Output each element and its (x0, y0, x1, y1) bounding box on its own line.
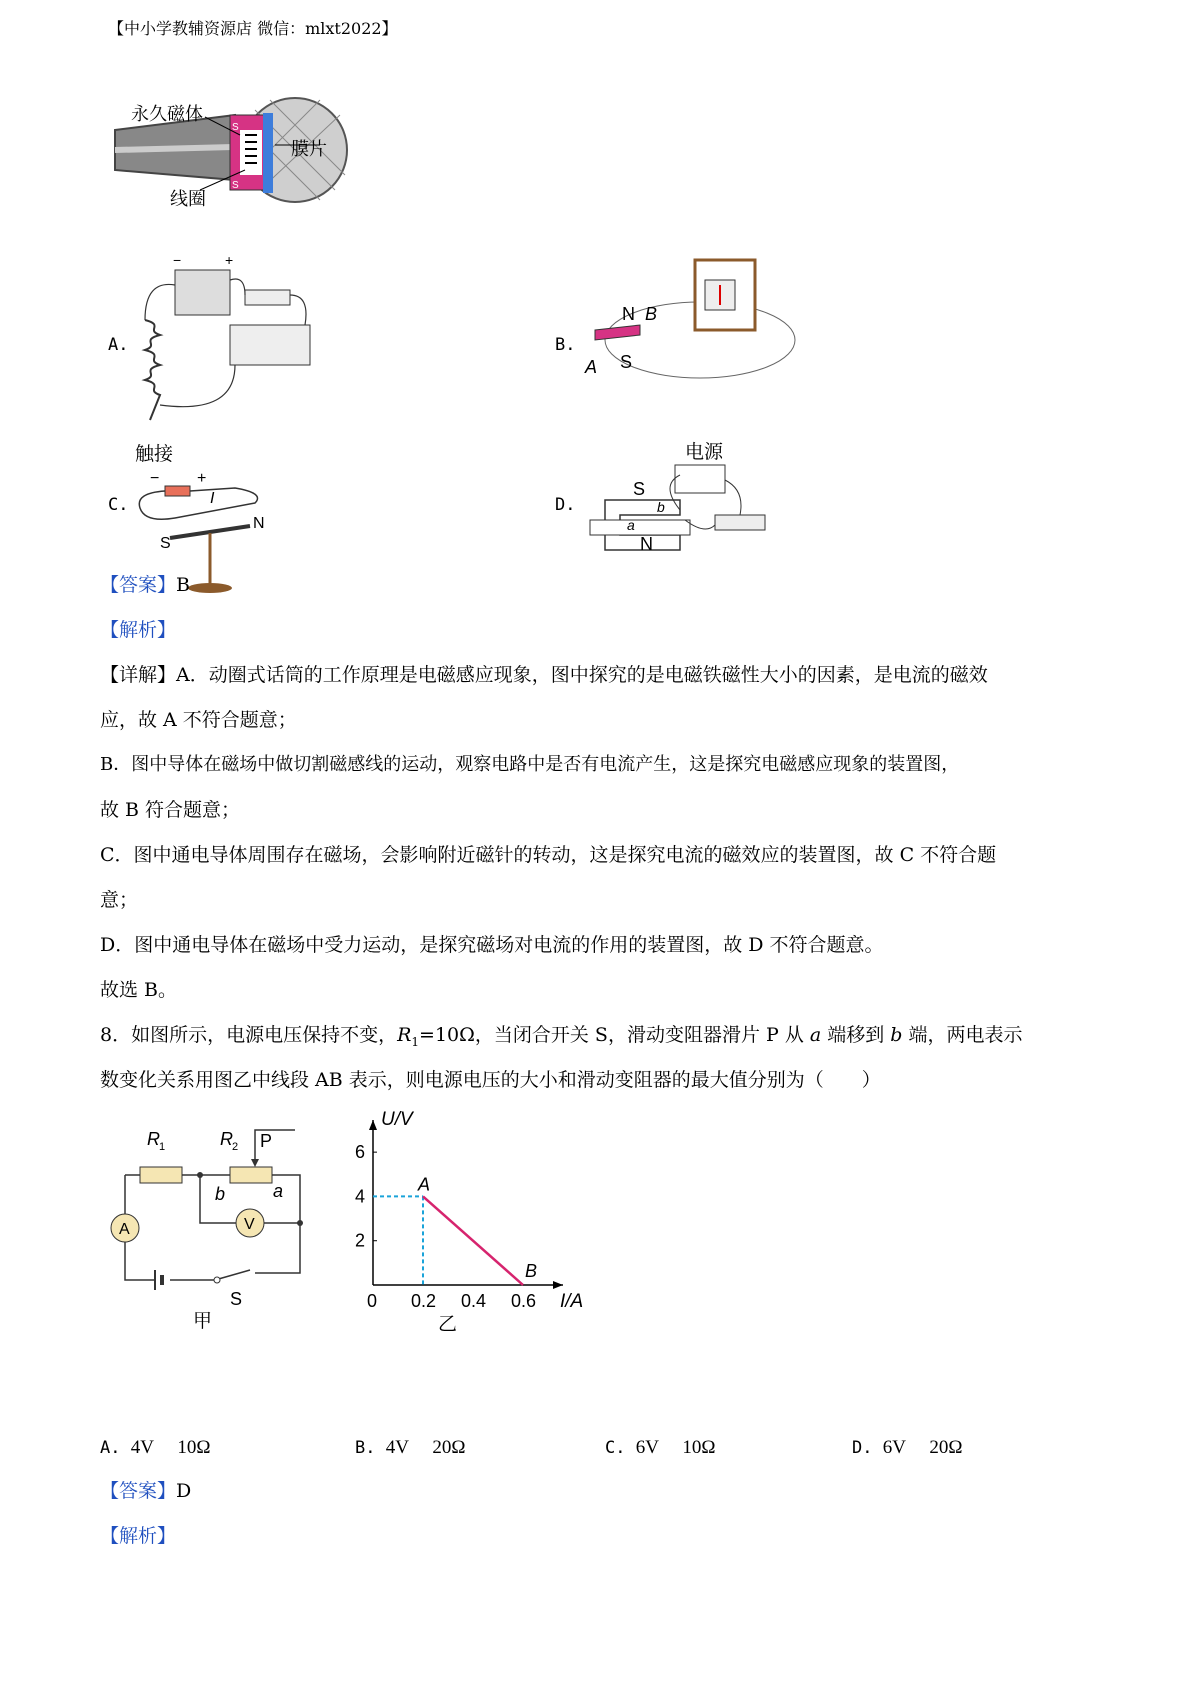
svg-text:电源: 电源 (685, 442, 724, 463)
q7-detail-line5: C．图中通电导体周围存在磁场，会影响附近磁针的转动，这是探究电流的磁效应的装置图，故 C 不符合题 (100, 844, 997, 866)
q7-detail-line2: 应，故 A 不符合题意； (100, 709, 297, 731)
x-tick-label: 0 (367, 1291, 378, 1311)
microphone-figure (105, 95, 365, 220)
svg-text:S: S (230, 1289, 243, 1309)
q8-option-a[interactable]: A. 4V 10Ω (100, 1437, 211, 1458)
q8-option-d[interactable]: D. 6V 20Ω (852, 1437, 963, 1458)
svg-text:触接: 触接 (135, 444, 174, 465)
x-axis-label: I/A (560, 1291, 584, 1312)
svg-text:N: N (622, 304, 635, 324)
point-label-b: B (525, 1261, 538, 1281)
svg-text:V: V (244, 1216, 255, 1233)
magnet-label: 永久磁体 (131, 104, 203, 124)
coil-label: 线圈 (170, 189, 206, 209)
point-label-a: A (418, 1174, 431, 1195)
option-b-label: B. (555, 335, 576, 355)
q8-option-b[interactable]: B. 4V 20Ω (355, 1437, 466, 1458)
option-a-label: A. (108, 335, 129, 355)
x-tick-label: 0.2 (411, 1291, 437, 1311)
svg-text:S: S (160, 535, 171, 552)
q7-answer: 【答案】B (100, 574, 190, 596)
svg-text:−: − (173, 252, 182, 268)
option-d-figure (585, 440, 780, 585)
svg-text:1: 1 (159, 1141, 166, 1153)
svg-text:+: + (225, 252, 234, 268)
svg-text:B: B (645, 304, 658, 324)
y-tick-label: 4 (355, 1186, 366, 1207)
u-i-chart (345, 1109, 584, 1335)
q7-detail-line4: 故 B 符合题意； (100, 799, 241, 821)
q7-analysis-tag: 【解析】 (100, 619, 177, 641)
circuit-diagram (105, 1125, 335, 1330)
x-axis-arrow (553, 1281, 563, 1289)
x-tick-label: 0.6 (511, 1291, 537, 1311)
option-b-figure (585, 255, 785, 390)
y-axis-arrow (369, 1120, 377, 1130)
diaphragm-label: 膜片 (291, 139, 327, 159)
svg-text:P: P (260, 1131, 273, 1151)
svg-text:S: S (232, 180, 239, 191)
svg-text:A: A (119, 1221, 130, 1238)
svg-text:N: N (253, 515, 265, 532)
svg-text:S: S (232, 122, 239, 133)
q7-detail-line7: D．图中通电导体在磁场中受力运动，是探究磁场对电流的作用的装置图，故 D 不符合题意。 (100, 934, 884, 956)
y-tick-label: 2 (355, 1230, 366, 1251)
y-tick-label: 6 (355, 1142, 366, 1163)
svg-text:+: + (197, 470, 207, 487)
option-c-label: C. (108, 495, 129, 515)
x-tick-label: 0.4 (461, 1291, 487, 1311)
svg-text:甲: 甲 (193, 1311, 213, 1332)
y-axis-label: U/V (381, 1109, 413, 1130)
svg-text:R: R (147, 1129, 160, 1149)
svg-text:2: 2 (232, 1141, 239, 1153)
q7-detail-line3: B．图中导体在磁场中做切割磁感线的运动，观察电路中是否有电流产生，这是探究电磁感应现象的装置图， (100, 754, 960, 775)
svg-text:A: A (585, 357, 598, 377)
svg-text:S: S (633, 479, 646, 499)
svg-text:S: S (620, 352, 633, 372)
option-d-label: D. (555, 495, 576, 515)
q8-analysis-tag: 【解析】 (100, 1525, 177, 1547)
q7-detail-line1: 【详解】A．动圈式话筒的工作原理是电磁感应现象，图中探究的是电磁铁磁性大小的因素，是电流的磁效 (100, 664, 988, 686)
svg-text:R: R (220, 1129, 233, 1149)
segment-ab (423, 1196, 523, 1285)
svg-text:b: b (657, 499, 665, 515)
q7-detail-line6: 意； (100, 889, 139, 911)
q8-stem-line1: 8．如图所示，电源电压保持不变，$R_1=10\Omega$，当闭合开关 S，滑动变阻器滑片 P 从 a 端移到 b 端，两电表示 (100, 1024, 1023, 1049)
chart-caption: 乙 (438, 1314, 458, 1335)
svg-text:a: a (627, 517, 635, 533)
svg-text:N: N (640, 534, 653, 554)
svg-text:I: I (210, 490, 215, 507)
page-header: 【中小学教辅资源店 微信：mlxt2022】 (108, 19, 398, 38)
svg-text:b: b (215, 1184, 226, 1204)
svg-text:−: − (150, 470, 160, 487)
q8-answer: 【答案】D (100, 1480, 192, 1502)
option-a-figure (135, 252, 335, 430)
q8-stem-line2: 数变化关系用图乙中线段 AB 表示，则电源电压的大小和滑动变阻器的最大值分别为（ ） (100, 1069, 881, 1091)
q7-detail-line8: 故选 B。 (100, 979, 178, 1001)
svg-text:a: a (273, 1181, 284, 1201)
q8-option-c[interactable]: C. 6V 10Ω (605, 1437, 716, 1458)
